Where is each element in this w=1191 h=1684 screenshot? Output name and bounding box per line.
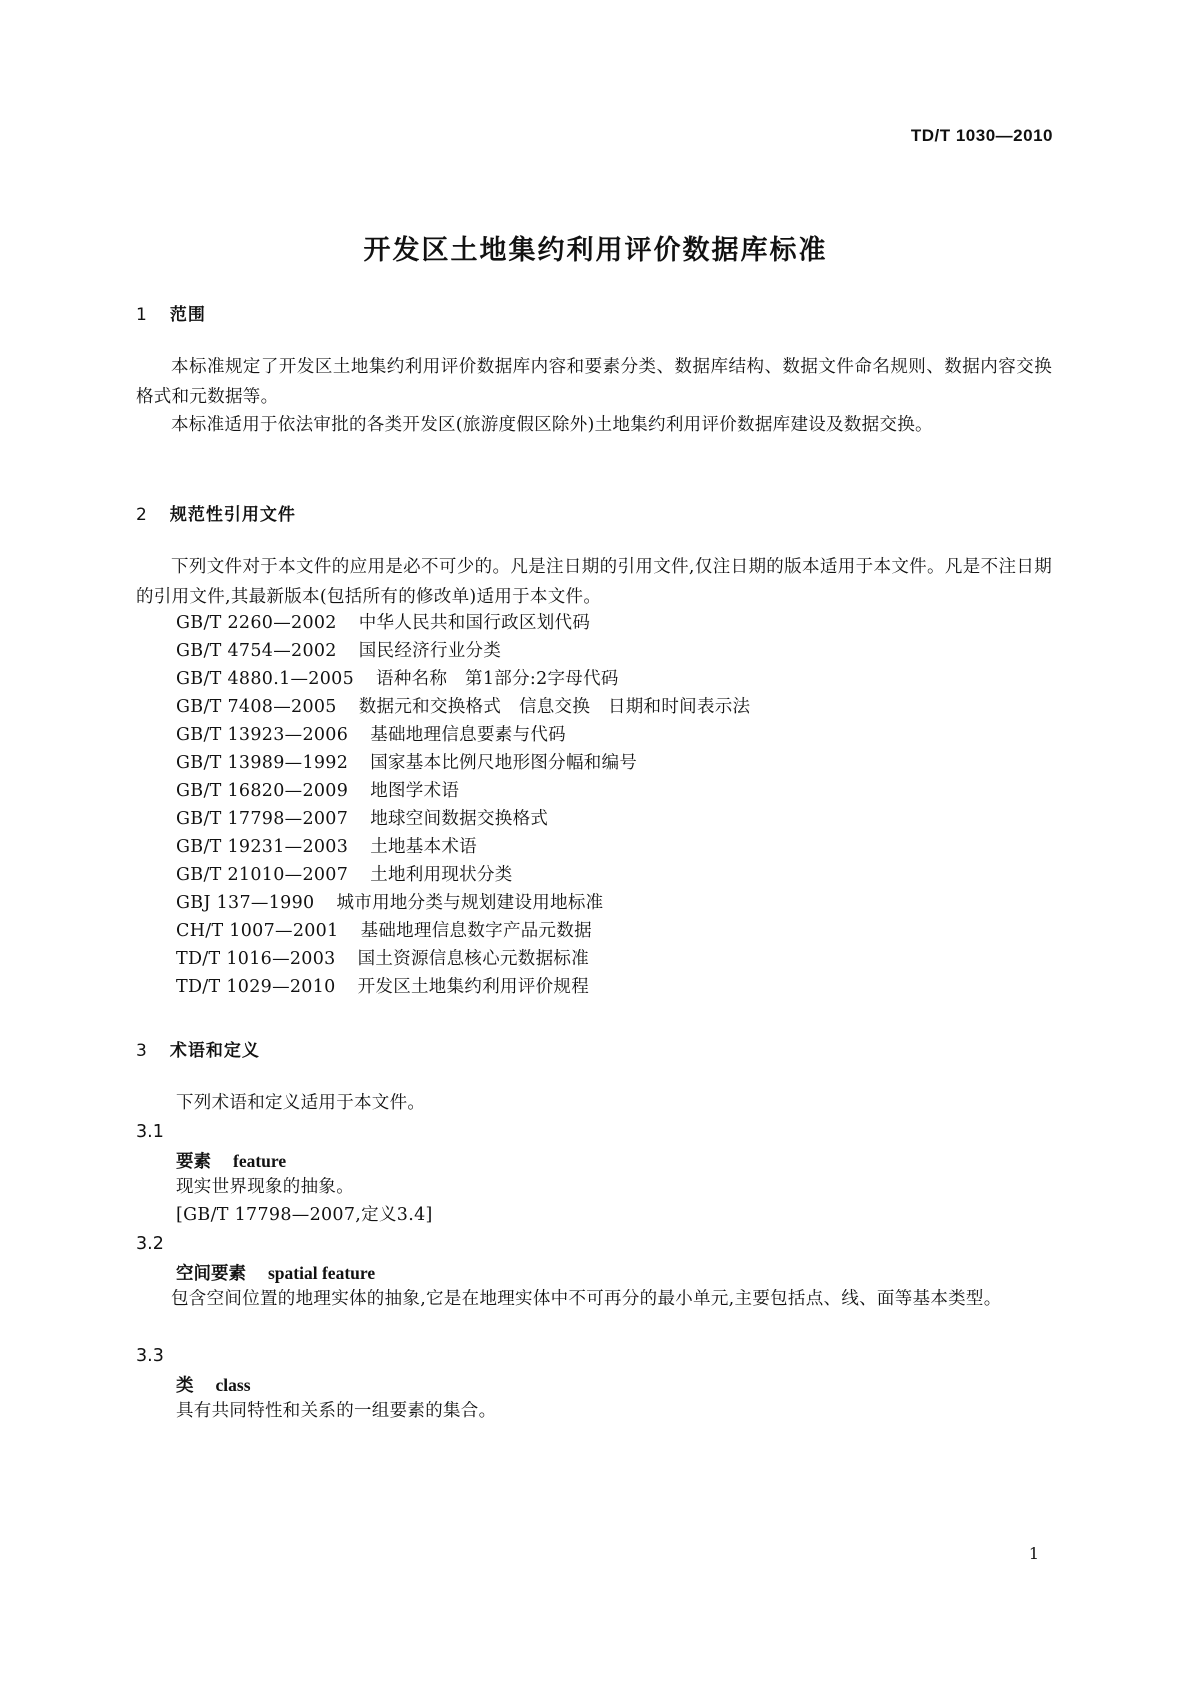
reference-code: GB/T 7408—2005 [176, 697, 337, 717]
reference-code: GB/T 4880.1—2005 [176, 669, 355, 689]
reference-name: 中华人民共和国行政区划代码 [358, 613, 591, 633]
reference-code: GB/T 16820—2009 [176, 781, 349, 801]
reference-item [176, 748, 637, 778]
term-heading [176, 1372, 251, 1397]
reference-item [176, 972, 589, 1002]
term-number: 3.1 [136, 1122, 164, 1142]
reference-item [176, 916, 592, 946]
reference-item [176, 636, 501, 666]
reference-name: 地球空间数据交换格式 [370, 809, 549, 829]
term-definition: 具有共同特性和关系的一组要素的集合。 [176, 1401, 497, 1421]
term-zh: 空间要素 [176, 1264, 246, 1284]
reference-code: GB/T 17798—2007 [176, 809, 349, 829]
term-number: 3.2 [136, 1234, 164, 1254]
reference-item [176, 776, 459, 806]
term-source: [GB/T 17798—2007,定义3.4] [176, 1205, 433, 1225]
reference-code: GB/T 4754—2002 [176, 641, 337, 661]
reference-code: GB/T 2260—2002 [176, 613, 337, 633]
reference-name: 国土资源信息核心元数据标准 [357, 949, 590, 969]
term-en: spatial feature [268, 1263, 376, 1283]
term-heading [176, 1148, 286, 1173]
term-zh: 要素 [176, 1152, 211, 1172]
section-title: 术语和定义 [169, 1041, 260, 1061]
paragraph: 下列文件对于本文件的应用是必不可少的。凡是注日期的引用文件,仅注日期的版本适用于本文件。凡是不注日期的引用文件,其最新版本(包括所有的修改单)适用于本文件。 [136, 557, 1052, 607]
reference-name: 数据元和交换格式 信息交换 日期和时间表示法 [358, 697, 751, 717]
term-en: class [215, 1375, 251, 1395]
reference-name: 基础地理信息要素与代码 [370, 725, 566, 745]
reference-name: 地图学术语 [370, 781, 460, 801]
terms-intro: 下列术语和定义适用于本文件。 [176, 1093, 426, 1113]
document-title: 开发区土地集约利用评价数据库标准 [363, 235, 828, 266]
reference-code: CH/T 1007—2001 [176, 921, 339, 941]
reference-code: TD/T 1016—2003 [176, 949, 336, 969]
section-heading-normative-references [136, 500, 296, 525]
reference-item [176, 608, 590, 638]
reference-item [176, 664, 619, 694]
page-number: 1 [1028, 1544, 1039, 1563]
reference-item [176, 944, 589, 974]
reference-name: 开发区土地集约利用评价规程 [357, 977, 590, 997]
section-number: 3 [136, 1041, 148, 1061]
reference-item [176, 888, 603, 918]
reference-name: 基础地理信息数字产品元数据 [360, 921, 592, 941]
reference-name: 城市用地分类与规划建设用地标准 [336, 893, 604, 913]
term-zh: 类 [176, 1376, 194, 1396]
reference-code: TD/T 1029—2010 [176, 977, 336, 997]
reference-name: 土地利用现状分类 [370, 865, 513, 885]
reference-item [176, 804, 548, 834]
reference-item [176, 692, 750, 722]
reference-name: 语种名称 第1部分:2字母代码 [376, 669, 619, 689]
term-definition: 包含空间位置的地理实体的抽象,它是在地理实体中不可再分的最小单元,主要包括点、线、面等基本类型。 [171, 1289, 1002, 1309]
reference-code: GB/T 13989—1992 [176, 753, 349, 773]
section-number: 2 [136, 505, 148, 525]
reference-code: GB/T 19231—2003 [176, 837, 349, 857]
reference-name: 土地基本术语 [370, 837, 477, 857]
paragraph: 本标准规定了开发区土地集约利用评价数据库内容和要素分类、数据库结构、数据文件命名规则、数据内容交换格式和元数据等。 [136, 357, 1052, 407]
term-heading [176, 1260, 375, 1285]
reference-code: GBJ 137—1990 [176, 893, 315, 913]
reference-name: 国民经济行业分类 [358, 641, 502, 661]
reference-code: GB/T 21010—2007 [176, 865, 349, 885]
section-heading-terms-and-definitions [136, 1036, 260, 1061]
term-definition: 现实世界现象的抽象。 [176, 1177, 354, 1197]
reference-name: 国家基本比例尺地形图分幅和编号 [370, 753, 638, 773]
term-number: 3.3 [136, 1346, 164, 1366]
section-title: 范围 [169, 305, 206, 325]
reference-code: GB/T 13923—2006 [176, 725, 349, 745]
reference-item [176, 860, 513, 890]
reference-item [176, 832, 477, 862]
section-number: 1 [136, 305, 148, 325]
reference-item [176, 720, 566, 750]
section-title: 规范性引用文件 [169, 505, 296, 525]
section-heading-scope [136, 300, 206, 325]
term-en: feature [233, 1151, 287, 1171]
standard-code: TD/T 1030—2010 [910, 126, 1053, 145]
paragraph: 本标准适用于依法审批的各类开发区(旅游度假区除外)土地集约利用评价数据库建设及数据交换。 [171, 415, 933, 435]
